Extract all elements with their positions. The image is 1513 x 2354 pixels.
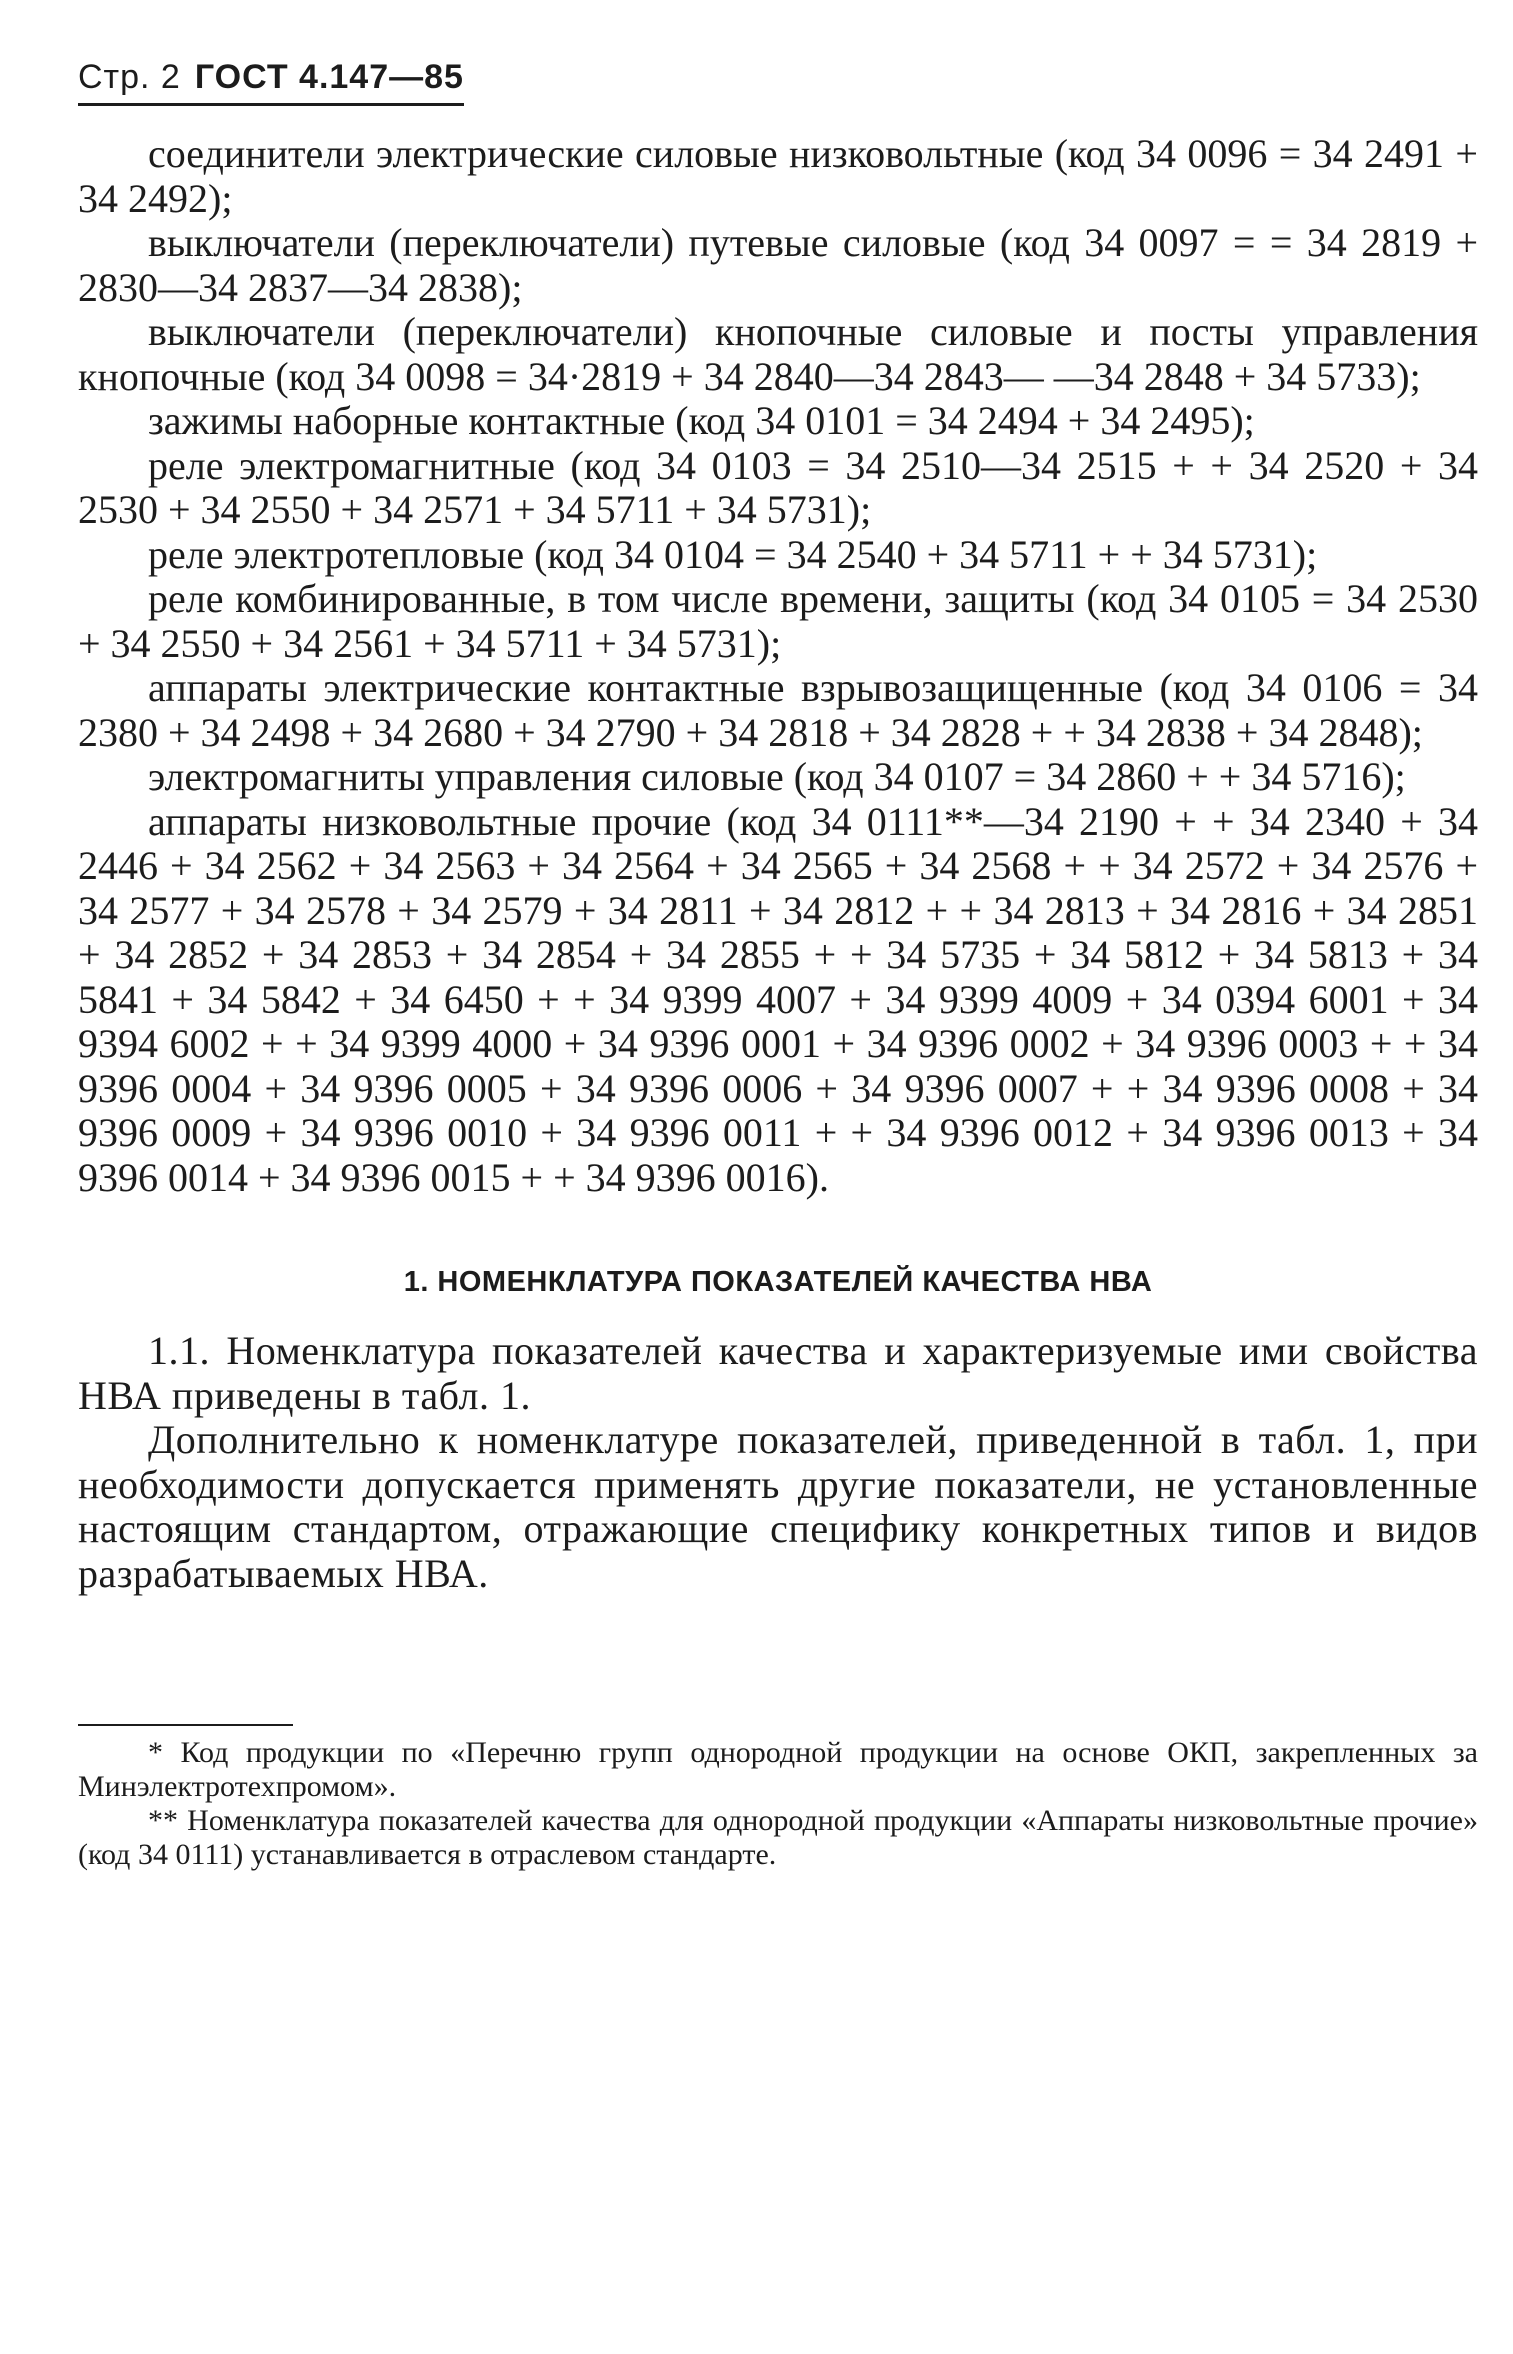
list-item: реле электромагнитные (код 34 0103 = 34 2510—34 2515 + + 34 2520 + 34 2530 + 34 2550 + 34 2571 + 34 5711 + 34 5731); (78, 442, 1478, 532)
list-item: выключатели (переключатели) путевые силовые (код 34 0097 = = 34 2819 + 2830—34 2837—34 2838); (78, 220, 1478, 310)
footnote: ** Номенклатура показателей качества для однородной продукции «Аппараты низковольтные прочие» (код 34 0111) устанавливается в отраслевом стандарте. (78, 1804, 1478, 1871)
document-page (78, 58, 1478, 1872)
list-item: выключатели (переключатели) кнопочные силовые и посты управления кнопочные (код 34 0098 = 34·2819 + 34 2840—34 2843— —34 2848 + 34 5733); (78, 309, 1478, 399)
list-item: аппараты низковольтные прочие (код 34 0111**—34 2190 + + 34 2340 + 34 2446 + 34 2562 + 34 2563 + 34 2564 + 34 2565 + 34 2568 + + 34 2572 + 34 2576 + 34 2577 + 34 2578 + 34 2579 + 34 2811 + 34 2812 + + 34 2813 + 34 2816 + 34 2851 + 34 2852 + 34 2853 + 34 2854 + 34 2855 + + 34 5735 + 34 5812 + 34 5813 + 34 5841 + 34 5842 + 34 6450 + + 34 9399 4007 + 34 9399 4009 + 34 0394 6001 + 34 9394 6002 + + 34 9399 4000 + 34 9396 0001 + 34 9396 0002 + 34 9396 0003 + + 34 9396 0004 + 34 9396 0005 + 34 9396 0006 + 34 9396 0007 + + 34 9396 0008 + 34 9396 0009 + 34 9396 0010 + 34 9396 0011 + + 34 9396 0012 + 34 9396 0013 + 34 9396 0014 + 34 9396 0015 + + 34 9396 0016). (78, 798, 1478, 1200)
list-item: зажимы наборные контактные (код 34 0101 = 34 2494 + 34 2495); (148, 398, 1255, 443)
section-paragraph: 1.1. Номенклатура показателей качества и характеризуемые ими свойства НВА приведены в табл. 1. (78, 1328, 1478, 1418)
list-item: аппараты электрические контактные взрывозащищенные (код 34 0106 = 34 2380 + 34 2498 + 34 2680 + 34 2790 + 34 2818 + 34 2828 + + 34 2838 + 34 2848); (78, 665, 1478, 755)
section-paragraph: Дополнительно к номенклатуре показателей, приведенной в табл. 1, при необходимости допускается применять другие показатели, не установленные настоящим стандартом, отражающие специфику конкретных типов и видов разрабатываемых НВА. (78, 1417, 1478, 1596)
list-item: реле комбинированные, в том числе времени, защиты (код 34 0105 = 34 2530 + 34 2550 + 34 2561 + 34 5711 + 34 5731); (78, 576, 1478, 666)
standard-code: ГОСТ 4.147—85 (194, 58, 464, 96)
product-list (78, 132, 1478, 1200)
list-item: реле электротепловые (код 34 0104 = 34 2540 + 34 5711 + + 34 5731); (148, 531, 1318, 577)
page-number: Стр. 2 (78, 58, 181, 96)
page-header (78, 58, 464, 106)
list-item: электромагниты управления силовые (код 34 0107 = 34 2860 + + 34 5716); (148, 754, 1406, 799)
footnote-divider (78, 1724, 293, 1726)
footnote: * Код продукции по «Перечню групп однородной продукции на основе ОКП, закрепленных за Минэлектротехпромом». (78, 1736, 1478, 1803)
section-heading: 1. НОМЕНКЛАТУРА ПОКАЗАТЕЛЕЙ КАЧЕСТВА НВА (403, 1266, 1153, 1298)
list-item: соединители электрические силовые низковольтные (код 34 0096 = 34 2491 + 34 2492); (78, 131, 1478, 221)
